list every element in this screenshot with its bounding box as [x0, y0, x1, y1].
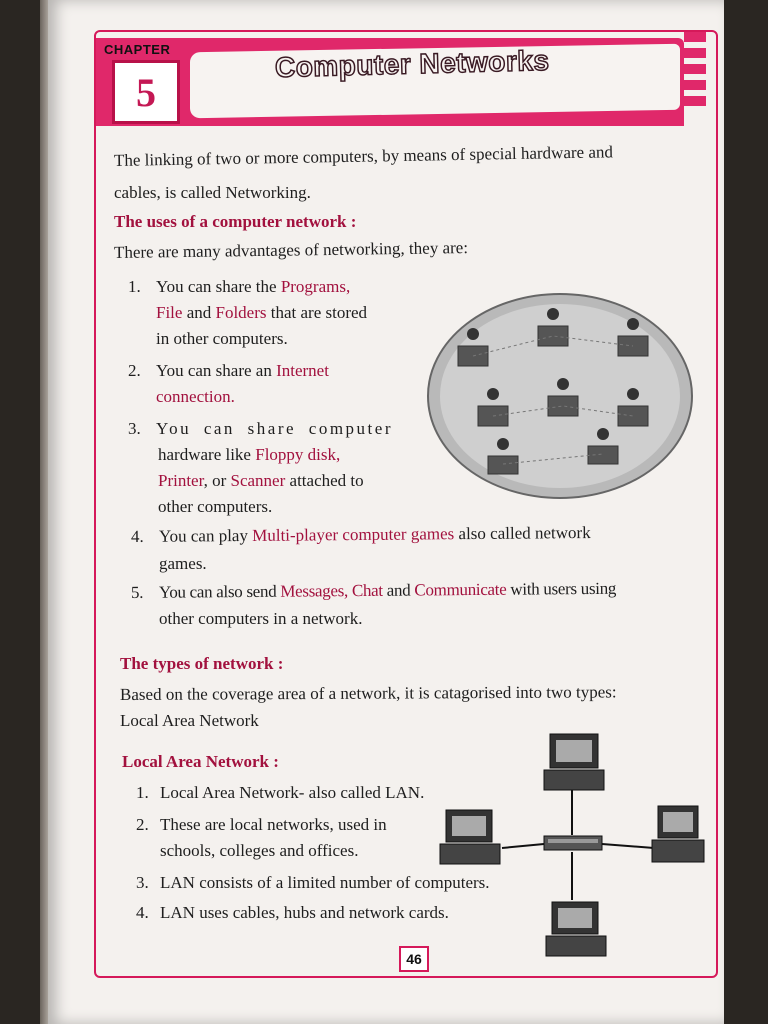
uses-item-5-line-1: 5. You can also send Messages, Chat and Communicate with users using — [130, 578, 617, 602]
uses-item-1-line-2: File and Folders that are stored — [156, 303, 368, 322]
uses-item-3-line-4: other computers. — [158, 497, 273, 516]
uses-item-2-line-1: 2. You can share an Internet — [128, 361, 329, 380]
page-number: 46 — [399, 946, 429, 972]
chapter-number: 5 — [136, 69, 156, 115]
uses-item-4-line-1: 4. You can play Multi-player computer games also called network — [130, 522, 591, 546]
computer-icon-right — [652, 806, 704, 862]
types-line-1: Based on the coverage area of a network, it is catagorised into two types: — [119, 682, 617, 704]
computer-icon-top — [544, 734, 604, 790]
chapter-number-box — [112, 60, 180, 124]
computer-icon-left — [440, 810, 500, 864]
uses-heading: The uses of a computer network : — [114, 212, 357, 231]
lan-heading: Local Area Network : — [122, 752, 279, 771]
header-decor-stripes — [684, 32, 706, 124]
uses-item-5-line-2: other computers in a network. — [159, 609, 363, 628]
uses-item-1-line-1: 1. You can share the Programs, — [128, 277, 351, 296]
hub-icon — [544, 836, 602, 850]
uses-item-4-line-2: games. — [159, 554, 207, 573]
uses-item-3-line-2: hardware like Floppy disk, — [158, 445, 341, 464]
intro-line-1: The linking of two or more computers, by means of special hardware and — [113, 142, 614, 170]
uses-item-3-line-1: 3. You can share computer — [128, 419, 393, 438]
lan-diagram — [436, 730, 706, 960]
intro-line-2: cables, is called Networking. — [114, 183, 311, 202]
types-heading: The types of network : — [120, 654, 284, 673]
uses-lead: There are many advantages of networking, they are: — [113, 238, 469, 262]
chapter-label: CHAPTER — [104, 42, 171, 57]
lan-item-4: 4. LAN uses cables, hubs and network cards. — [136, 903, 449, 922]
uses-item-3-line-3: Printer, or Scanner attached to — [158, 471, 364, 490]
lan-item-3: 3. LAN consists of a limited number of computers. — [136, 873, 490, 892]
chapter-title: Computer Networks — [274, 44, 550, 83]
lan-item-2-line-2: schools, colleges and offices. — [160, 841, 359, 860]
lan-item-1: 1. Local Area Network- also called LAN. — [136, 783, 425, 802]
network-illustration — [418, 286, 694, 506]
uses-item-1-line-3: in other computers. — [156, 329, 288, 348]
lan-item-2-line-1: 2. These are local networks, used in — [136, 815, 387, 834]
uses-item-2-line-2: connection. — [156, 387, 235, 406]
computer-icon-bottom — [546, 902, 606, 956]
types-line-2: Local Area Network — [120, 711, 259, 730]
